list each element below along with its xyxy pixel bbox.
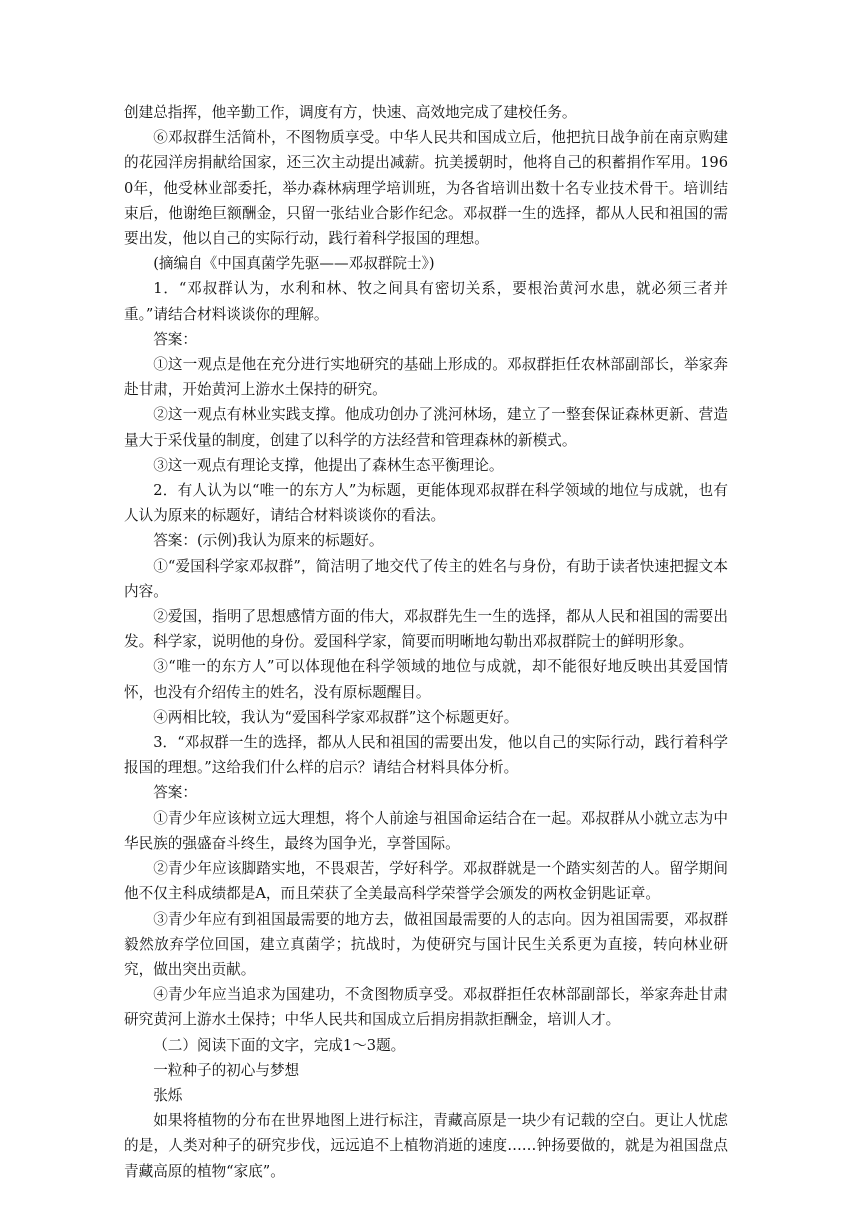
- paragraph: ①这一观点是他在充分进行实地研究的基础上形成的。邓叔群拒任农林部副部长，举家奔赴甘肃，开始黄河上游水土保持的研究。: [124, 356, 728, 399]
- paragraph: (摘编自《中国真菌学先驱——邓叔群院士》): [153, 255, 435, 273]
- paragraph: ②青少年应该脚踏实地，不畏艰苦，学好科学。邓叔群就是一个踏实刻苦的人。留学期间他不仅主科成绩都是A，而且荣获了全美最高科学荣誉学会颁发的两枚金钥匙证章。: [124, 860, 728, 903]
- paragraph: 3．“邓叔群一生的选择，都从人民和祖国的需要出发，他以自己的实际行动，践行着科学报国的理想。”这给我们什么样的启示？请结合材料具体分析。: [124, 734, 728, 777]
- paragraph: 2．有人认为以“唯一的东方人”为标题，更能体现邓叔群在科学领域的地位与成就，也有人认为原来的标题好，请结合材料谈谈你的看法。: [124, 482, 728, 525]
- paragraph: ②这一观点有林业实践支撑。他成功创办了洮河林场，建立了一整套保证森林更新、营造量大于采伐量的制度，创建了以科学的方法经营和管理森林的新模式。: [124, 406, 728, 449]
- paragraph: ③这一观点有理论支撑，他提出了森林生态平衡理论。: [153, 456, 504, 474]
- paragraph: ④两相比较，我认为“爱国科学家邓叔群”这个标题更好。: [153, 708, 519, 726]
- paragraph: ①青少年应该树立远大理想，将个人前途与祖国命运结合在一起。邓叔群从小就立志为中华民族的强盛奋斗终生，最终为国争光，享誉国际。: [124, 809, 728, 852]
- document-page: [124, 100, 728, 1184]
- paragraph: ⑥邓叔群生活简朴，不图物质享受。中华人民共和国成立后，他把抗日战争前在南京购建的花园洋房捐献给国家，还三次主动提出减薪。抗美援朝时，他将自己的积蓄捐作军用。1960年，他受林业部委托，举办森林病理学培训班，为各省培训出数十名专业技术骨干。培训结束后，他谢绝巨额酬金，只留一张结业合影作纪念。邓叔群一生的选择，都从人民和祖国的需要出发，他以自己的实际行动，践行着科学报国的理想。: [124, 129, 728, 248]
- paragraph: ②爱国，指明了思想感情方面的伟大，邓叔群先生一生的选择，都从人民和祖国的需要出发。科学家，说明他的身份。爱国科学家，简要而明晰地勾勒出邓叔群院士的鲜明形象。: [124, 608, 728, 651]
- paragraph: 1．“邓叔群认为，水利和林、牧之间具有密切关系，要根治黄河水患，就必须三者并重。”请结合材料谈谈你的理解。: [124, 280, 728, 323]
- paragraph: 一粒种子的初心与梦想: [153, 1061, 300, 1079]
- paragraph: ④青少年应当追求为国建功，不贪图物质享受。邓叔群拒任农林部副部长，举家奔赴甘肃研究黄河上游水土保持；中华人民共和国成立后捐房捐款拒酬金，培训人才。: [124, 986, 728, 1029]
- paragraph: ③青少年应有到祖国最需要的地方去，做祖国最需要的人的志向。因为祖国需要，邓叔群毅然放弃学位回国，建立真菌学；抗战时，为使研究与国计民生关系更为直接，转向林业研究，做出突出贡献。: [124, 910, 728, 978]
- paragraph: （二）阅读下面的文字，完成1～3题。: [153, 1036, 406, 1054]
- paragraph: 创建总指挥，他辛勤工作，调度有方，快速、高效地完成了建校任务。: [124, 104, 577, 121]
- paragraph: 答案：: [153, 330, 197, 348]
- paragraph: 答案：: [153, 784, 197, 802]
- paragraph: ③“唯一的东方人”可以体现他在科学领域的地位与成就，却不能很好地反映出其爱国情怀，也没有介绍传主的姓名，没有原标题醒目。: [124, 658, 728, 701]
- paragraph: ①“爱国科学家邓叔群”，简洁明了地交代了传主的姓名与身份，有助于读者快速把握文本内容。: [124, 557, 728, 600]
- paragraph: 答案：(示例)我认为原来的标题好。: [153, 532, 384, 550]
- paragraph: 张烁: [153, 1086, 183, 1104]
- paragraph: 如果将植物的分布在世界地图上进行标注，青藏高原是一块少有记载的空白。更让人忧虑的是，人类对种子的研究步伐，远远追不上植物消逝的速度……钟扬要做的，就是为祖国盘点青藏高原的植物“家底”。: [124, 1112, 728, 1180]
